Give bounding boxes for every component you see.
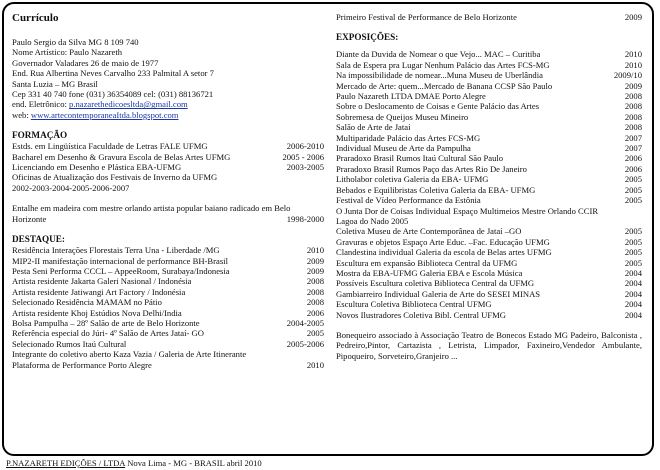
contact-line: Nome Artístico: Paulo Nazareth xyxy=(12,47,123,58)
list-item: Licenciando em Desenho e Plástica EBA-UFMG 2003-2005 xyxy=(12,162,324,173)
list-item: Escultura Coletiva Biblioteca Central UFMG 2004 xyxy=(336,299,642,310)
contact-line: Paulo Sergio da Silva MG 8 109 740 xyxy=(12,37,139,47)
list-item: Pesta Seni Performa CCCL – AppeeRoom, Surabaya/Indonesia 2009 xyxy=(12,265,324,276)
festival-line: Primeiro Festival de Performance de Belo Horizonte 2009 xyxy=(336,12,642,22)
list-item: Plataforma de Performance Porto Alegre 2010 xyxy=(12,359,324,370)
list-item: Residência Interações Florestais Terra Una - Liberdade /MG 2010 xyxy=(12,245,324,256)
contact-line: Santa Luzia – MG Brasil xyxy=(12,78,98,89)
formacao-heading: FORMAÇÃO xyxy=(12,130,68,141)
destaque-heading: DESTAQUE: xyxy=(12,234,65,245)
exposicoes-list xyxy=(336,49,642,320)
list-item: Clandestina individual Galeria da escola de Belas artes UFMG 2005 xyxy=(336,247,642,258)
list-item: Artista residente Jatiwangi Art Factory / Indonésia 2008 xyxy=(12,286,324,297)
entalhe-date: 1998-2000 xyxy=(286,213,324,224)
footer-brand: P.NAZARETH EDIÇÕES / LTDA xyxy=(6,458,126,468)
contact-line: Governador Valadares 26 de maio de 1977 xyxy=(12,57,159,68)
footer-location-date: Nova Lima - MG - BRASIL abril 2010 xyxy=(125,458,262,468)
page-title: Currículo xyxy=(12,12,59,24)
list-item: Bebados e Equilibristas Coletiva Galeria da EBA- UFMG 2005 xyxy=(336,184,642,195)
web-link[interactable]: www.artecontemporaneaItda.blogspot.com xyxy=(30,109,179,120)
entalhe-line: Entalhe em madeira com mestre orlando artista popular baiano radicado em Belo xyxy=(12,203,291,214)
formacao-list xyxy=(12,141,324,193)
list-item: Praradoxo Brasil Rumos Itaú Cultural São Paulo 2006 xyxy=(336,153,642,164)
contact-line: Cep 331 40 740 fone (031) 36354089 cel: (031) 88136721 xyxy=(12,89,214,100)
web-line xyxy=(12,110,324,120)
list-item: Possíveis Escultura coletiva Biblioteca Central da UFMG 2004 xyxy=(336,278,642,289)
bonequeiro-paragraph: Bonequeiro associado à Associação Teatro de Bonecos Estado MG Padeiro, Balconista , Pedreiro,Pintor, Cartazista , Letrista, Limpador, Faxineiro,Vendedor Ambulante, Pipoqueiro, Sorveteiro,Granjeiro ... xyxy=(336,329,642,361)
entalhe-place: Horizonte xyxy=(12,213,47,224)
list-item: O Junta Dor de Coisas Individual Espaço Multimeios Mestre Orlando CCIR xyxy=(336,205,599,216)
web-prefix: web: xyxy=(12,109,31,120)
email-link[interactable]: p.nazarethedicoesltda@gmail.com xyxy=(69,99,188,110)
list-item: Paulo Nazareth LTDA DMAE Porto Alegre 2008 xyxy=(336,91,642,102)
exposicoes-heading: EXPOSIÇÕES: xyxy=(336,32,399,43)
list-item: Gambiarreiro Individual Galeria de Arte do SESEI MINAS 2004 xyxy=(336,288,642,299)
list-item: 2002-2003-2004-2005-2006-2007 xyxy=(12,182,130,193)
list-item: Selecionado Rumos Itaú Cultural 2005-2006 xyxy=(12,338,324,349)
list-item: MIP2-II manifestação internacional de performance BH-Brasil 2009 xyxy=(12,255,324,266)
list-item: Salão de Arte de Jataí 2008 xyxy=(336,122,642,133)
list-item: Selecionado Residência MAMAM no Pátio 2008 xyxy=(12,297,324,308)
list-item: Multiparidade Palácio das Artes FCS-MG 2007 xyxy=(336,132,642,143)
list-item: Bolsa Pampulha – 28º Salão de arte de Belo Horizonte 2004-2005 xyxy=(12,317,324,328)
list-item: Bacharel em Desenho & Gravura Escola de Belas Artes UFMG 2005 - 2006 xyxy=(12,151,324,162)
list-item: Festival de Vídeo Performance da Estônia 2005 xyxy=(336,195,642,206)
list-item: Na impossibilidade de nomear...Muna Museu de Uberlândia 2009/10 xyxy=(336,70,642,81)
list-item: Referência especial do Júri- 4º Salão de Artes Jataí- GO 2005 xyxy=(12,328,324,339)
list-item: Individual Museu de Arte da Pampulha 2007 xyxy=(336,143,642,154)
list-item: Praradoxo Brasil Rumos Paço das Artes Rio De Janeiro 2006 xyxy=(336,163,642,174)
contact-block xyxy=(12,37,324,120)
email-line xyxy=(12,99,324,109)
list-item: Litholabor coletiva Galeria da EBA- UFMG 2005 xyxy=(336,174,642,185)
list-item: Sala de Espera pra Lugar Nenhum Palácio das Artes FCS-MG 2010 xyxy=(336,59,642,70)
list-item: Sobremesa de Queijos Museu Mineiro 2008 xyxy=(336,111,642,122)
destaque-list xyxy=(12,245,324,370)
list-item: Sobre o Deslocamento de Coisas e Gente Palácio das Artes 2008 xyxy=(336,101,642,112)
curriculum-card xyxy=(2,2,654,456)
list-item: Estds. em Lingüística Faculdade de Letras FALE UFMG 2006-2010 xyxy=(12,141,324,152)
list-item: Novos Ilustradores Coletiva Bibl. Central UFMG 2004 xyxy=(336,309,642,320)
list-item: Coletiva Museu de Arte Contemporânea de Jataí –GO 2005 xyxy=(336,226,642,237)
entalhe-place-row xyxy=(12,214,324,224)
footer xyxy=(6,458,262,468)
email-prefix: end. Eletrônico: xyxy=(12,99,70,110)
right-column xyxy=(336,12,642,361)
list-item: Artista residente Khoj Estúdios Nova Delhi/India 2006 xyxy=(12,307,324,318)
list-item: Mostra da EBA-UFMG Galeria EBA e Escola Música 2004 xyxy=(336,267,642,278)
list-item: Oficinas de Atualização dos Festivais de Inverno da UFMG xyxy=(12,172,218,183)
list-item: Diante da Duvida de Nomear o que Vejo... MAC – Curitiba 2010 xyxy=(336,49,642,60)
list-item: Artista residente Jakarta Galeri Nasional / Indonésia 2008 xyxy=(12,276,324,287)
list-item: Lagoa do Nado 2005 xyxy=(336,215,409,226)
list-item: Integrante do coletivo aberto Kaza Vazia / Galeria de Arte Itinerante xyxy=(12,349,247,360)
list-item: Escultura em expansão Biblioteca Central da UFMG 2005 xyxy=(336,257,642,268)
list-item: Gravuras e objetos Espaço Arte Educ. –Fac. Educação UFMG 2005 xyxy=(336,236,642,247)
contact-line: End. Rua Albertina Neves Carvalho 233 Palmital A setor 7 xyxy=(12,68,214,79)
list-item: Mercado de Arte: quem...Mercado de Banana CCSP São Paulo 2009 xyxy=(336,80,642,91)
left-column xyxy=(12,12,324,370)
